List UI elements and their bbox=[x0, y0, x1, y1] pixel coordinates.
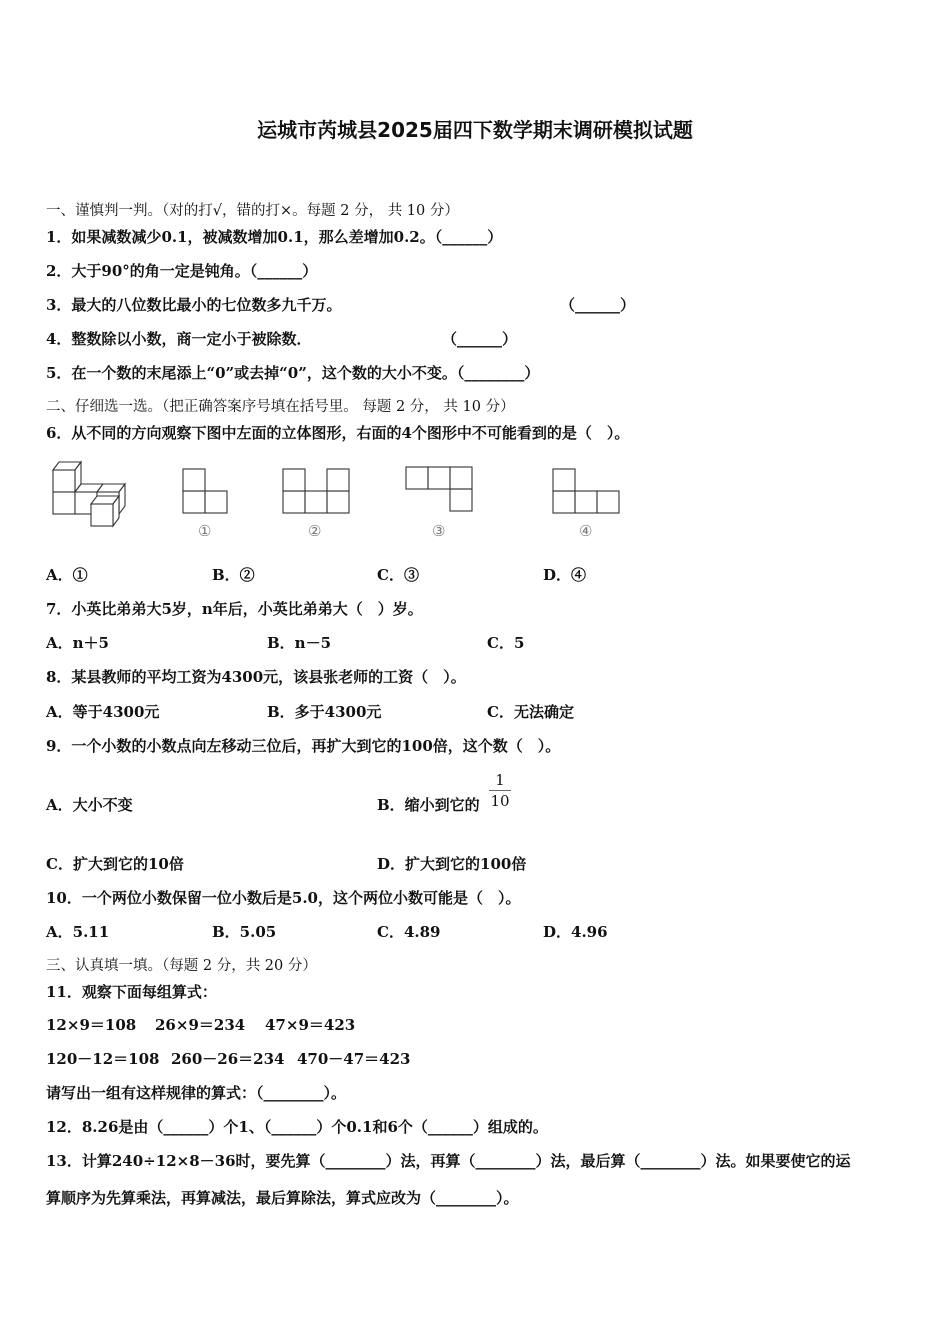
question-10: 10．一个两位小数保留一位小数后是5.0，这个两位小数可能是（ ）。 bbox=[46, 889, 521, 907]
question-13-line-2: 算顺序为先算乘法，再算减法，最后算除法，算式应改为（________）。 bbox=[46, 1189, 519, 1207]
question-8: 8．某县教师的平均工资为4300元，该县张老师的工资（ ）。 bbox=[46, 668, 466, 686]
q11-ask: 请写出一组有这样规律的算式：（________）。 bbox=[46, 1084, 347, 1102]
view-label-2: ② bbox=[308, 522, 322, 540]
q11-row2-eq3: 470－47＝423 bbox=[297, 1050, 411, 1068]
q10-option-b: B．5.05 bbox=[212, 923, 277, 941]
cube-solid-figure bbox=[50, 458, 132, 528]
q9-option-c: C．扩大到它的10倍 bbox=[46, 855, 184, 873]
q9-option-a: A．大小不变 bbox=[46, 796, 133, 814]
q9-fraction bbox=[489, 770, 511, 811]
view-figure-4 bbox=[552, 468, 622, 516]
q11-row2-eq2: 260－26＝234 bbox=[171, 1050, 285, 1068]
page-title: 运城市芮城县2025届四下数学期末调研模拟试题 bbox=[257, 118, 693, 142]
view-label-1: ① bbox=[198, 522, 212, 540]
question-4-blank: （______） bbox=[442, 330, 518, 348]
section-2-heading: 二、仔细选一选。（把正确答案序号填在括号里。 每题 2 分， 共 10 分） bbox=[46, 399, 515, 415]
question-7: 7．小英比弟弟大5岁，n年后，小英比弟弟大（ ）岁。 bbox=[46, 600, 423, 618]
view-figure-2 bbox=[282, 468, 352, 516]
q10-option-a: A．5.11 bbox=[46, 923, 110, 941]
question-2: 2．大于90°的角一定是钝角。（______） bbox=[46, 262, 318, 280]
q6-option-b: B．② bbox=[212, 566, 255, 584]
q6-option-a: A．① bbox=[46, 566, 88, 584]
q8-option-b: B．多于4300元 bbox=[267, 703, 382, 721]
question-5: 5．在一个数的末尾添上“0”或去掉“0”，这个数的大小不变。（________） bbox=[46, 364, 540, 382]
q9-option-d: D．扩大到它的100倍 bbox=[377, 855, 527, 873]
q11-row1-eq1: 12×9＝108 bbox=[46, 1016, 137, 1034]
q7-option-c: C．5 bbox=[487, 634, 525, 652]
q8-option-c: C．无法确定 bbox=[487, 703, 574, 721]
question-6: 6．从不同的方向观察下图中左面的立体图形，右面的4个图形中不可能看到的是（ ）。 bbox=[46, 424, 630, 442]
question-13-line-1: 13．计算240÷12×8－36时，要先算（________）法，再算（________）法，最后算（________）法。如果要使它的运 bbox=[46, 1152, 851, 1170]
q6-option-c: C．③ bbox=[377, 566, 419, 584]
q7-option-a: A．n＋5 bbox=[46, 634, 109, 652]
view-figure-3 bbox=[405, 466, 475, 514]
q7-option-b: B．n－5 bbox=[267, 634, 332, 652]
question-9: 9．一个小数的小数点向左移动三位后，再扩大到它的100倍，这个数（ ）。 bbox=[46, 737, 561, 755]
q10-option-c: C．4.89 bbox=[377, 923, 441, 941]
q11-row2-eq1: 120－12＝108 bbox=[46, 1050, 160, 1068]
q11-row1-eq2: 26×9＝234 bbox=[155, 1016, 246, 1034]
question-3: 3．最大的八位数比最小的七位数多九千万。 bbox=[46, 296, 342, 314]
q9-fraction-denominator: 10 bbox=[490, 792, 510, 810]
question-4: 4．整数除以小数，商一定小于被除数． bbox=[46, 330, 312, 348]
q10-option-d: D．4.96 bbox=[543, 923, 608, 941]
question-3-blank: （______） bbox=[560, 296, 636, 314]
question-11: 11．观察下面每组算式： bbox=[46, 983, 217, 1001]
view-label-4: ④ bbox=[579, 522, 593, 540]
q11-row1-eq3: 47×9＝423 bbox=[265, 1016, 356, 1034]
view-label-3: ③ bbox=[432, 522, 446, 540]
question-12: 12．8.26是由（______）个1、（______）个0.1和6个（______）组成的。 bbox=[46, 1118, 548, 1136]
section-3-heading: 三、认真填一填。（每题 2 分，共 20 分） bbox=[46, 958, 317, 974]
q6-option-d: D．④ bbox=[543, 566, 587, 584]
view-figure-1 bbox=[182, 468, 230, 516]
q8-option-a: A．等于4300元 bbox=[46, 703, 160, 721]
section-1-heading: 一、谨慎判一判。（对的打√，错的打×。每题 2 分， 共 10 分） bbox=[46, 203, 459, 219]
q9-option-b: B．缩小到它的 bbox=[377, 796, 480, 814]
q9-fraction-numerator: 1 bbox=[489, 770, 511, 791]
question-1: 1．如果减数减少0.1，被减数增加0.1，那么差增加0.2。（______） bbox=[46, 228, 503, 246]
